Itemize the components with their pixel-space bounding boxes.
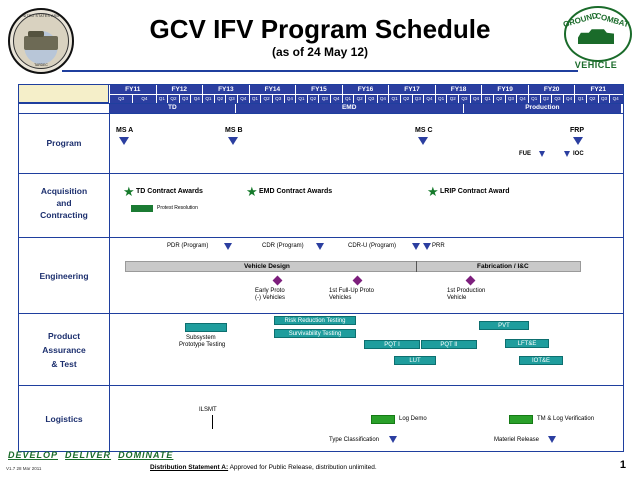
event-marker-first-production bbox=[466, 276, 476, 286]
footer-tagline bbox=[8, 450, 173, 460]
milestone-marker-fue bbox=[539, 151, 545, 157]
quarter-cell: Q3 bbox=[458, 94, 470, 103]
quarter-cell: Q4 bbox=[423, 94, 435, 103]
milestone-marker-ms-a bbox=[119, 137, 129, 145]
quarter-cell: Q1 bbox=[435, 94, 447, 103]
quarter-cell: Q1 bbox=[574, 94, 586, 103]
fiscal-year-fy15: FY15 bbox=[295, 85, 342, 94]
row-label-acquisition-1: Acquisition bbox=[40, 186, 88, 196]
event-label-early-proto-2: (-) Vehicles bbox=[255, 295, 286, 301]
protest-resolution-swatch bbox=[131, 205, 153, 212]
page-subtitle: (as of 24 May 12) bbox=[271, 45, 369, 59]
quarter-cell: Q3 bbox=[598, 94, 610, 103]
engineering-bar-label-fabrication: Fabrication / I&C bbox=[477, 263, 529, 270]
logistics-label-type-classification: Type Classification bbox=[329, 437, 380, 443]
engineering-review-cdr: CDR (Program) bbox=[262, 243, 304, 249]
distribution-statement bbox=[150, 464, 377, 471]
event-label-first-production-1: 1st Production bbox=[447, 288, 486, 294]
phase-bar-td: TD bbox=[109, 103, 235, 113]
seal-vehicle-icon bbox=[24, 36, 58, 50]
fiscal-year-fy21: FY21 bbox=[574, 85, 621, 94]
header-divider bbox=[62, 70, 578, 72]
milestone-label-ms-b: MS B bbox=[225, 127, 243, 134]
gcv-logo bbox=[560, 6, 632, 72]
quarter-cell: Q4 bbox=[330, 94, 342, 103]
row-label-program: Program bbox=[46, 138, 82, 148]
fiscal-year-fy16: FY16 bbox=[342, 85, 389, 94]
quarter-cell: Q2 bbox=[260, 94, 272, 103]
logistics-label-log-demo: Log Demo bbox=[399, 416, 427, 422]
engineering-bar-split bbox=[416, 261, 417, 272]
event-label-full-up-proto-1: 1st Full-Up Proto bbox=[329, 288, 375, 294]
event-marker-early-proto bbox=[273, 276, 283, 286]
test-bar-lut: LUT bbox=[394, 356, 436, 365]
quarter-cell: Q3 bbox=[365, 94, 377, 103]
row-label-product-1: Product bbox=[47, 331, 81, 341]
quarter-cell: Q4 bbox=[284, 94, 296, 103]
quarter-cell: Q4 bbox=[190, 94, 202, 103]
milestone-label-frp: FRP bbox=[570, 127, 584, 134]
quarter-cell: Q1 bbox=[156, 94, 168, 103]
quarter-cell: Q1 bbox=[202, 94, 214, 103]
acquisition-label-lrip: LRIP Contract Award bbox=[440, 188, 510, 195]
quarter-cell: Q1 bbox=[295, 94, 307, 103]
quarter-cell: Q2 bbox=[353, 94, 365, 103]
engineering-review-pdr: PDR (Program) bbox=[167, 243, 209, 249]
fiscal-year-fy11: FY11 bbox=[109, 85, 156, 94]
quarter-cell: Q3 bbox=[318, 94, 330, 103]
logistics-bar-log-demo-swatch bbox=[371, 415, 395, 424]
test-bar-iotande: IOT&E bbox=[519, 356, 563, 365]
logistics-marker-type-classification bbox=[389, 436, 397, 443]
test-bar-pvt: PVT bbox=[479, 321, 529, 330]
fiscal-year-fy13: FY13 bbox=[202, 85, 249, 94]
fiscal-year-fy14: FY14 bbox=[249, 85, 296, 94]
milestone-marker-ms-b bbox=[228, 137, 238, 145]
logistics-bar-tm-verification-swatch bbox=[509, 415, 533, 424]
phase-bar-emd: EMD bbox=[235, 103, 463, 113]
milestone-label-ioc: IOC bbox=[573, 151, 584, 157]
logistics-marker-materiel-release bbox=[548, 436, 556, 443]
fiscal-year-fy17: FY17 bbox=[388, 85, 435, 94]
row-label-product-3: & Test bbox=[51, 359, 77, 369]
row-label-product-2: Assurance bbox=[42, 345, 86, 355]
fiscal-year-fy18: FY18 bbox=[435, 85, 482, 94]
logistics-label-materiel-release: Materiel Release bbox=[494, 437, 540, 443]
acquisition-label-emd: EMD Contract Awards bbox=[259, 188, 333, 195]
star-icon-td: ★ bbox=[123, 184, 135, 199]
quarter-cell: Q3 bbox=[225, 94, 237, 103]
quarter-cell: Q3 bbox=[551, 94, 563, 103]
label-column-divider bbox=[109, 103, 110, 451]
quarter-cell: Q2 bbox=[540, 94, 552, 103]
review-marker-pdr bbox=[224, 243, 232, 250]
engineering-review-cdru: CDR-U (Program) bbox=[348, 243, 396, 249]
quarter-cell: Q4 bbox=[132, 94, 155, 103]
quarter-cell: Q4 bbox=[237, 94, 249, 103]
army-seal-logo bbox=[8, 8, 74, 74]
milestone-label-fue: FUE bbox=[519, 151, 531, 157]
test-bar-lftande: LFT&E bbox=[505, 339, 549, 348]
quarter-cell: Q1 bbox=[388, 94, 400, 103]
review-marker-cdr bbox=[316, 243, 324, 250]
quarter-cell: Q2 bbox=[400, 94, 412, 103]
row-label-engineering: Engineering bbox=[39, 271, 89, 281]
review-marker-prr bbox=[423, 243, 431, 250]
test-bar-risk-reduction: Risk Reduction Testing bbox=[274, 316, 356, 325]
event-label-early-proto-1: Early Proto bbox=[255, 288, 285, 294]
quarter-cell: Q2 bbox=[167, 94, 179, 103]
logistics-label-tm-verification: TM & Log Verification bbox=[537, 416, 595, 422]
gcv-logo-word-vehicle: VEHICLE bbox=[574, 60, 618, 70]
milestone-label-ms-a: MS A bbox=[116, 127, 134, 134]
milestone-marker-frp bbox=[573, 137, 583, 145]
test-bar-pqt-1: PQT I bbox=[364, 340, 420, 349]
test-bar-subsystem bbox=[185, 323, 227, 332]
milestone-label-ms-c: MS C bbox=[415, 127, 433, 134]
tagline-dominate: DOMINATE bbox=[118, 450, 174, 460]
seal-bottom-text: TARDEC bbox=[34, 63, 48, 67]
milestone-marker-ms-c bbox=[418, 137, 428, 145]
seal-top-text: UNITED STATES ARMY bbox=[19, 14, 63, 18]
event-label-first-production-2: Vehicle bbox=[447, 295, 467, 301]
gcv-logo-word-ground: GROUND bbox=[562, 10, 599, 30]
page-number: 1 bbox=[619, 459, 626, 471]
distribution-text: Approved for Public Release, distribution unlimited. bbox=[228, 464, 377, 471]
logistics-ilsmt-stick bbox=[212, 415, 213, 429]
quarter-cell: Q2 bbox=[214, 94, 226, 103]
gcv-logo-word-combat: COMBAT bbox=[594, 11, 630, 30]
row-label-acquisition-2: and bbox=[56, 198, 72, 208]
quarter-cell: Q4 bbox=[563, 94, 575, 103]
quarter-cell: Q3 bbox=[272, 94, 284, 103]
logistics-label-ilsmt: ILSMT bbox=[199, 407, 217, 413]
quarter-cell: Q3 bbox=[109, 94, 132, 103]
test-bar-survivability: Survivability Testing bbox=[274, 329, 356, 338]
quarter-cell: Q1 bbox=[528, 94, 540, 103]
test-bar-pqt-2: PQT II bbox=[421, 340, 477, 349]
row-label-acquisition-3: Contracting bbox=[40, 210, 88, 220]
quarter-cell: Q4 bbox=[609, 94, 621, 103]
test-label-subsystem-2: Prototype Testing bbox=[179, 342, 226, 348]
schedule-chart bbox=[18, 84, 624, 452]
quarter-cell: Q2 bbox=[307, 94, 319, 103]
tagline-develop: DEVELOP bbox=[8, 450, 59, 460]
tagline-deliver: DELIVER bbox=[65, 450, 112, 460]
test-label-subsystem-1: Subsystem bbox=[186, 335, 216, 341]
quarter-cell: Q3 bbox=[179, 94, 191, 103]
fiscal-year-fy12: FY12 bbox=[156, 85, 203, 94]
quarter-cell: Q2 bbox=[586, 94, 598, 103]
engineering-bar-label-design: Vehicle Design bbox=[244, 263, 290, 270]
quarter-cell: Q4 bbox=[516, 94, 528, 103]
quarter-cell: Q2 bbox=[446, 94, 458, 103]
quarter-cell: Q4 bbox=[377, 94, 389, 103]
quarter-cell: Q1 bbox=[342, 94, 354, 103]
row-label-logistics: Logistics bbox=[45, 414, 83, 424]
page-title: GCV IFV Program Schedule bbox=[149, 14, 491, 44]
review-marker-cdru bbox=[412, 243, 420, 250]
fiscal-year-fy20: FY20 bbox=[528, 85, 575, 94]
acquisition-label-td: TD Contract Awards bbox=[136, 188, 203, 195]
fiscal-year-fy19: FY19 bbox=[481, 85, 528, 94]
corner-cell bbox=[19, 85, 109, 103]
quarter-cell: Q3 bbox=[505, 94, 517, 103]
phase-bar-production: Production bbox=[463, 103, 621, 113]
quarter-cell: Q1 bbox=[249, 94, 261, 103]
version-stamp: V1.7 28 Mar 2011 bbox=[6, 466, 42, 471]
quarter-cell: Q1 bbox=[481, 94, 493, 103]
event-label-full-up-proto-2: Vehicles bbox=[329, 295, 352, 301]
milestone-marker-ioc bbox=[564, 151, 570, 157]
star-icon-lrip: ★ bbox=[427, 184, 439, 199]
quarter-cell: Q3 bbox=[412, 94, 424, 103]
star-icon-emd: ★ bbox=[246, 184, 258, 199]
event-marker-full-up-proto bbox=[353, 276, 363, 286]
engineering-review-prr: PRR bbox=[432, 243, 445, 249]
distribution-label: Distribution Statement A: bbox=[150, 464, 229, 471]
quarter-cell: Q2 bbox=[493, 94, 505, 103]
protest-resolution-label: Protest Resolution bbox=[157, 205, 198, 211]
quarter-cell: Q4 bbox=[470, 94, 482, 103]
